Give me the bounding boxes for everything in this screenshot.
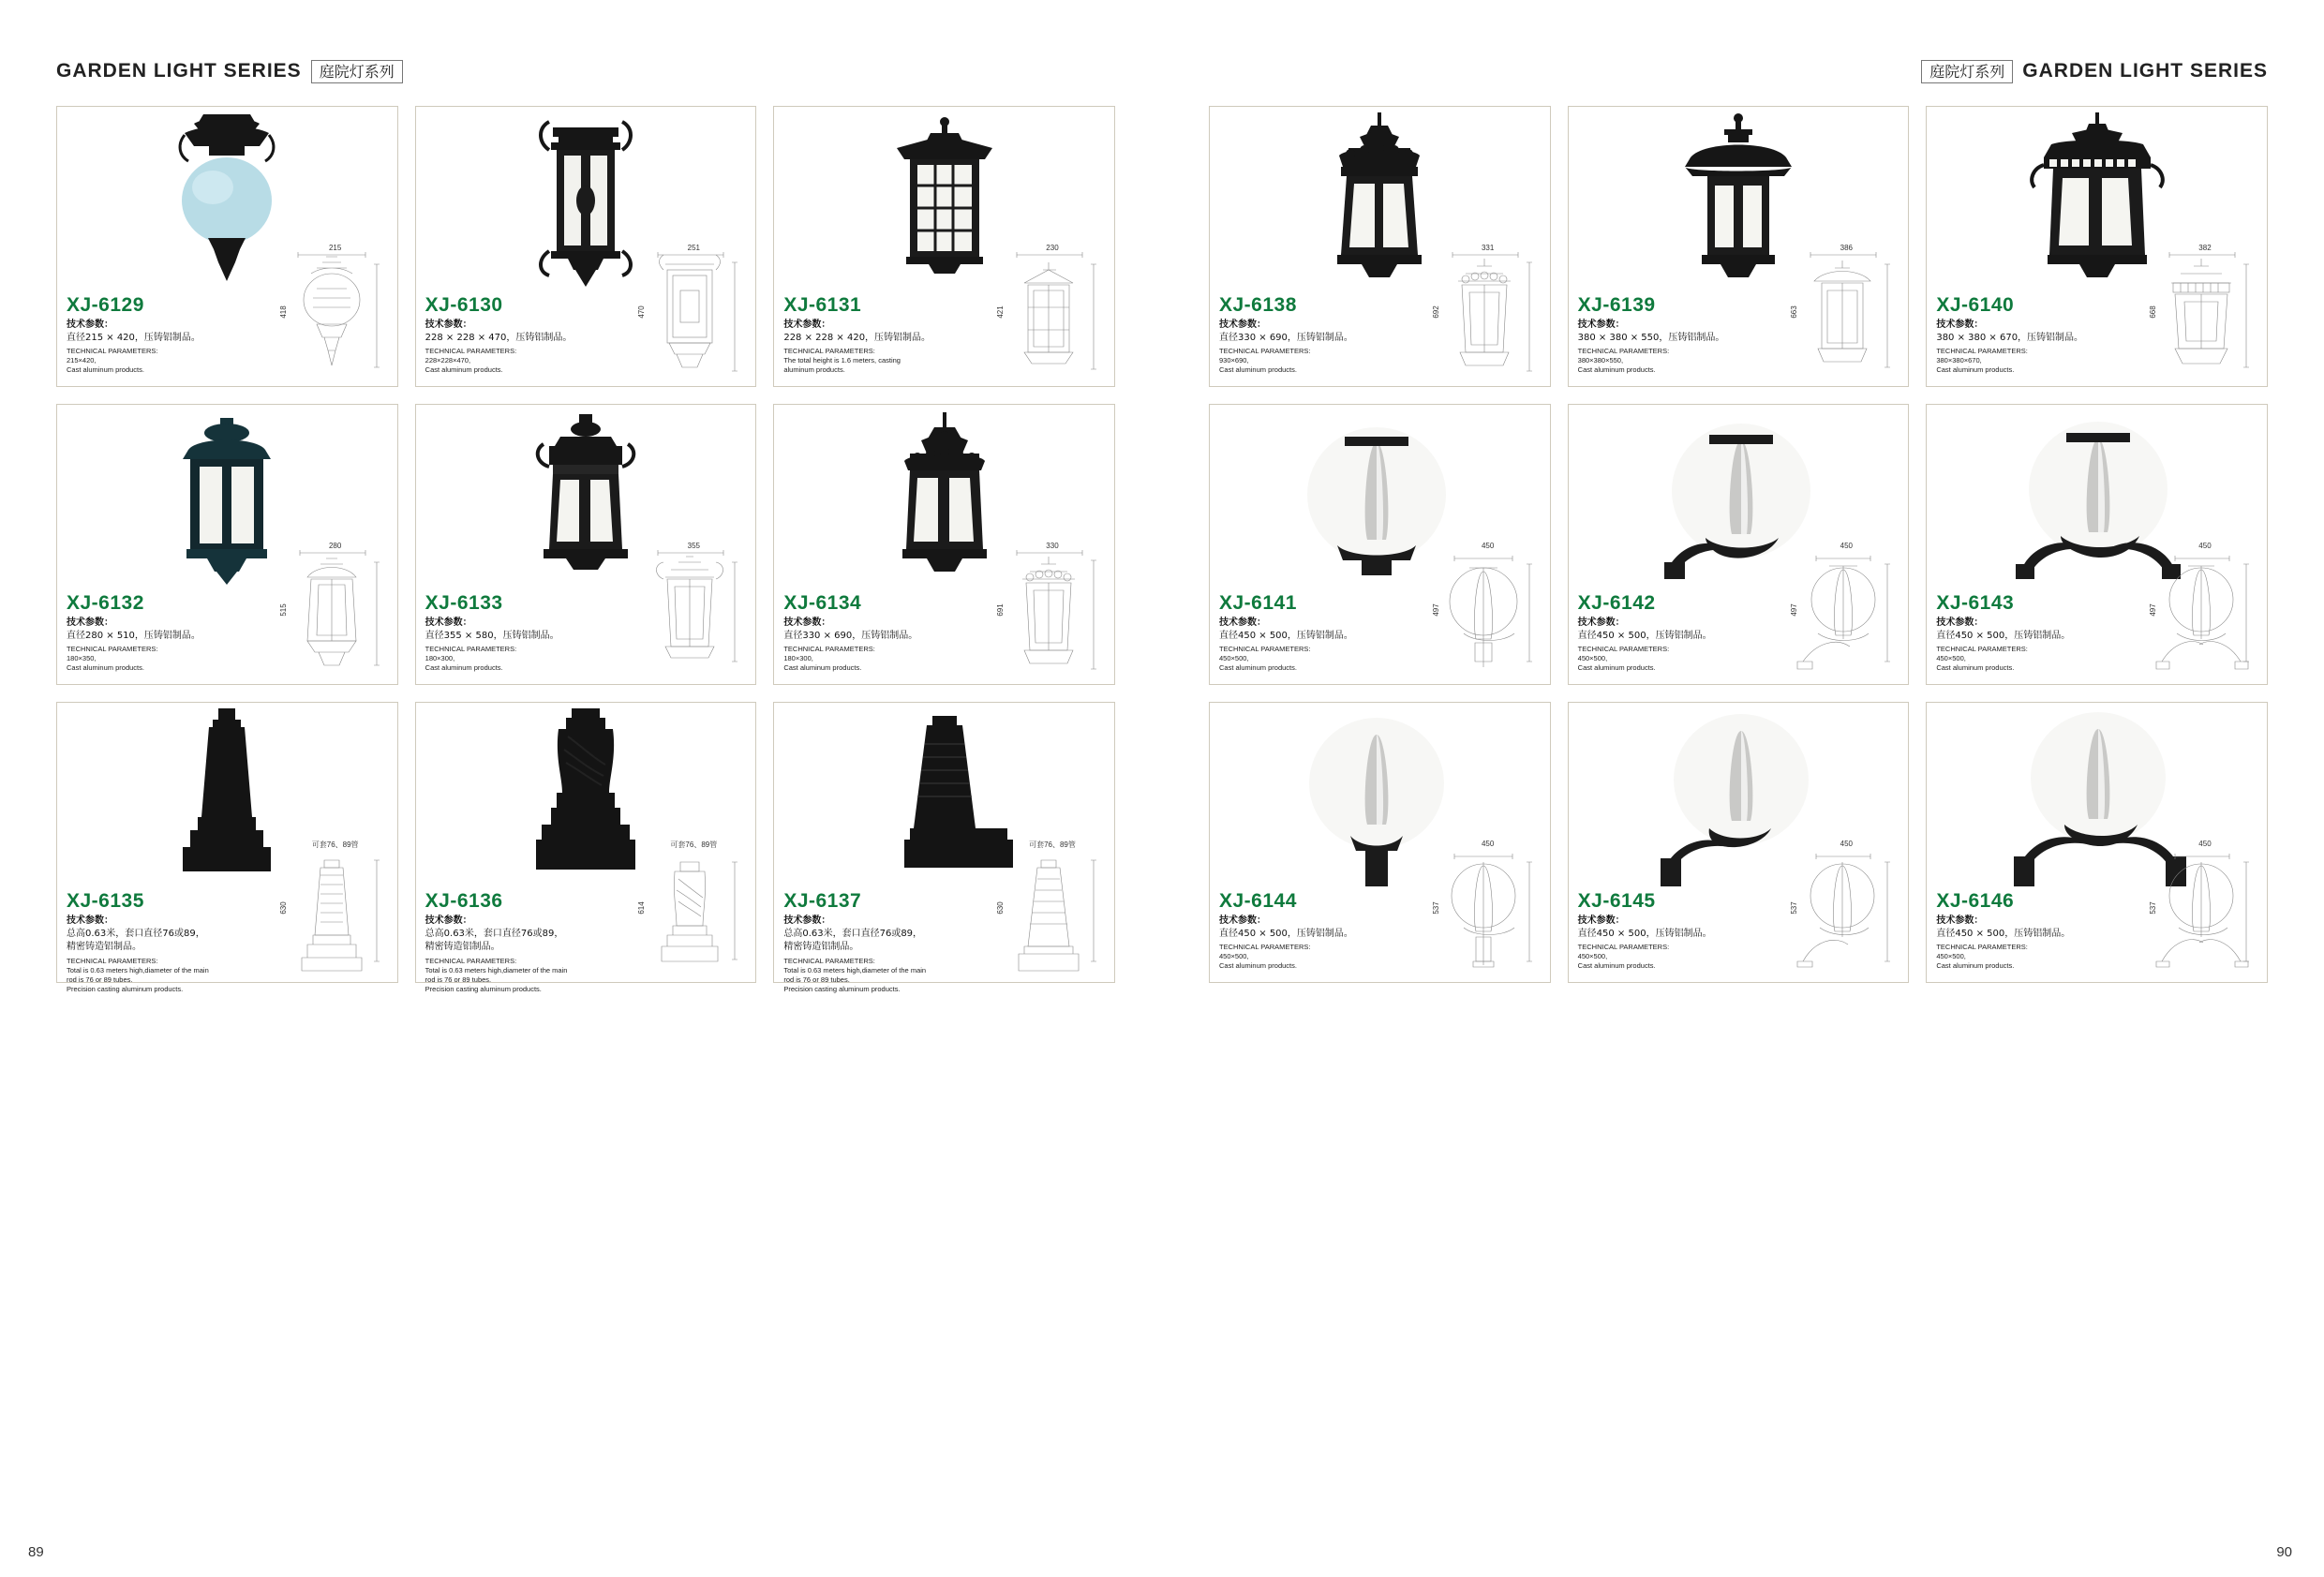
cn-label: 技术参数：: [1577, 915, 1625, 927]
cn-label: 技术参数：: [1936, 915, 1984, 927]
header-title-cn: 庭院灯系列: [311, 60, 403, 83]
cn-spec: 228 × 228 × 420，压铸铝制品。: [783, 332, 931, 343]
drawing-width-label: 355: [687, 542, 700, 550]
en-spec-2: Cast aluminum products.: [1577, 961, 1656, 971]
cn-spec: 直径450 × 500，压铸铝制品。: [1936, 630, 2071, 641]
product-card[interactable]: [1568, 404, 1910, 685]
cn-label: 技术参数：: [1936, 617, 1984, 629]
product-photo: [416, 405, 756, 588]
product-info: [416, 886, 756, 993]
drawing-width-label: 可套76、89管: [670, 841, 718, 849]
product-photo: [57, 703, 397, 886]
drawing-width-label: 可套76、89管: [1029, 841, 1076, 849]
drawing-height-label: 515: [278, 603, 288, 617]
left-page-header: [56, 52, 1115, 91]
drawing-height-label: 630: [996, 901, 1006, 915]
cn-spec: 直径450 × 500，压铸铝制品。: [1577, 630, 1712, 641]
drawing-height-label: 537: [1790, 901, 1799, 915]
product-card[interactable]: [773, 702, 1115, 993]
en-spec-2: rod is 76 or 89 tubes.: [783, 974, 850, 984]
cn-spec: 直径355 × 580，压铸铝制品。: [425, 630, 559, 641]
en-spec-2: Cast aluminum products.: [1577, 365, 1656, 375]
en-spec-1: 180×300,: [425, 654, 455, 663]
drawing-width-label: 450: [2198, 542, 2212, 550]
product-card[interactable]: [56, 702, 398, 993]
product-photo: [774, 405, 1114, 588]
en-spec-2: aluminum products.: [783, 365, 845, 375]
en-spec-1: Total is 0.63 meters high,diameter of the main: [67, 965, 209, 974]
drawing-height-label: 668: [2149, 305, 2158, 319]
drawing-width-label: 450: [1840, 840, 1853, 848]
en-label: TECHNICAL PARAMETERS:: [783, 347, 875, 356]
product-card[interactable]: [773, 404, 1115, 685]
product-card[interactable]: [1568, 106, 1910, 387]
product-info: [57, 886, 397, 993]
drawing-height-label: 614: [637, 901, 647, 915]
product-card[interactable]: [1926, 106, 2268, 387]
drawing-width-label: 251: [687, 244, 700, 252]
cn-spec-2: 精密铸造铝制品。: [67, 942, 142, 953]
right-page: [1162, 0, 2324, 1577]
product-card[interactable]: [415, 106, 757, 387]
drawing-height-label: 692: [1431, 305, 1440, 319]
drawing-width-label: 330: [1046, 542, 1059, 550]
en-spec-3: Precision casting aluminum products.: [783, 984, 901, 993]
cn-label: 技术参数：: [1936, 320, 1984, 331]
en-label: TECHNICAL PARAMETERS:: [1219, 645, 1311, 654]
en-spec-1: 450×500,: [1577, 654, 1608, 663]
product-info: [1927, 588, 2267, 684]
en-spec-1: 450×500,: [1936, 654, 1966, 663]
cn-label: 技术参数：: [425, 617, 472, 629]
en-spec-1: 180×300,: [783, 654, 813, 663]
product-model: XJ-6135: [67, 890, 144, 912]
en-spec-2: Cast aluminum products.: [425, 365, 503, 375]
header-title-en: GARDEN LIGHT SERIES: [2022, 60, 2268, 82]
product-model: XJ-6129: [67, 294, 144, 316]
cn-spec: 总高0.63米，套口直径76或89，: [67, 928, 205, 939]
drawing-height-label: 537: [1431, 901, 1440, 915]
product-model: XJ-6144: [1219, 890, 1297, 912]
product-model: XJ-6145: [1577, 890, 1656, 912]
cn-spec-2: 精密铸造铝制品。: [425, 942, 500, 953]
en-spec-1: 450×500,: [1219, 952, 1249, 961]
product-card[interactable]: [773, 106, 1115, 387]
en-spec-2: Cast aluminum products.: [1577, 663, 1656, 673]
product-photo: [1569, 405, 1909, 588]
product-info: [1569, 290, 1909, 386]
cn-spec: 直径330 × 690，压铸铝制品。: [1219, 332, 1353, 343]
product-photo: [57, 405, 397, 588]
left-product-grid: [56, 106, 1115, 993]
drawing-width-label: 331: [1481, 244, 1495, 252]
en-label: TECHNICAL PARAMETERS:: [1219, 347, 1311, 356]
product-photo: [57, 107, 397, 290]
product-model: XJ-6132: [67, 592, 144, 614]
product-info: [1927, 886, 2267, 982]
en-label: TECHNICAL PARAMETERS:: [783, 956, 875, 965]
en-label: TECHNICAL PARAMETERS:: [67, 645, 158, 654]
cn-spec: 总高0.63米，套口直径76或89，: [783, 928, 923, 939]
en-spec-1: 450×500,: [1577, 952, 1608, 961]
product-photo: [1569, 703, 1909, 886]
product-info: [57, 290, 397, 386]
en-label: TECHNICAL PARAMETERS:: [1936, 943, 2028, 952]
product-card[interactable]: [1209, 404, 1551, 685]
en-label: TECHNICAL PARAMETERS:: [1936, 347, 2028, 356]
drawing-height-label: 421: [996, 305, 1006, 319]
cn-spec: 直径450 × 500，压铸铝制品。: [1577, 928, 1712, 939]
en-label: TECHNICAL PARAMETERS:: [67, 347, 158, 356]
en-spec-2: Cast aluminum products.: [1936, 663, 2015, 673]
right-product-grid: [1209, 106, 2268, 983]
product-card[interactable]: [56, 404, 398, 685]
drawing-height-label: 537: [2149, 901, 2158, 915]
drawing-height-label: 630: [278, 901, 288, 915]
cn-label: 技术参数：: [425, 915, 472, 927]
en-spec-2: Cast aluminum products.: [1936, 961, 2015, 971]
product-photo: [416, 703, 756, 886]
product-card[interactable]: [1209, 702, 1551, 983]
product-model: XJ-6136: [425, 890, 503, 912]
en-spec-2: Cast aluminum products.: [425, 663, 503, 673]
en-spec-2: rod is 76 or 89 tubes.: [425, 974, 492, 984]
drawing-height-label: 418: [278, 305, 288, 319]
drawing-width-label: 450: [1481, 840, 1495, 848]
en-label: TECHNICAL PARAMETERS:: [1219, 943, 1311, 952]
en-spec-1: 450×500,: [1219, 654, 1249, 663]
product-model: XJ-6138: [1219, 294, 1297, 316]
product-info: [774, 886, 1114, 993]
cn-label: 技术参数：: [1577, 320, 1625, 331]
product-model: XJ-6140: [1936, 294, 2015, 316]
cn-spec: 380 × 380 × 550，压铸铝制品。: [1577, 332, 1725, 343]
product-info: [416, 588, 756, 684]
product-info: [774, 290, 1114, 386]
product-photo: [774, 107, 1114, 290]
drawing-width-label: 可套76、89管: [311, 841, 359, 849]
product-info: [416, 290, 756, 386]
drawing-width-label: 230: [1046, 244, 1059, 252]
cn-spec: 直径450 × 500，压铸铝制品。: [1219, 928, 1353, 939]
cn-spec: 直径450 × 500，压铸铝制品。: [1219, 630, 1353, 641]
drawing-width-label: 450: [1481, 542, 1495, 550]
en-spec-1: The total height is 1.6 meters, casting: [783, 356, 901, 365]
product-info: [1210, 886, 1550, 982]
product-photo: [1210, 703, 1550, 886]
en-spec-3: Precision casting aluminum products.: [67, 984, 184, 993]
product-model: XJ-6139: [1577, 294, 1656, 316]
drawing-height-label: 470: [637, 305, 647, 319]
cn-spec-2: 精密铸造铝制品。: [783, 942, 859, 953]
cn-label: 技术参数：: [783, 617, 831, 629]
page-number: 90: [2276, 1544, 2292, 1560]
en-spec-2: Cast aluminum products.: [1936, 365, 2015, 375]
page-number: 89: [28, 1544, 44, 1560]
product-info: [1927, 290, 2267, 386]
product-model: XJ-6146: [1936, 890, 2015, 912]
product-photo: [416, 107, 756, 290]
product-card[interactable]: [1926, 702, 2268, 983]
en-spec-2: Cast aluminum products.: [1219, 961, 1297, 971]
en-label: TECHNICAL PARAMETERS:: [1936, 645, 2028, 654]
product-card[interactable]: [415, 702, 757, 993]
cn-spec: 380 × 380 × 670，压铸铝制品。: [1936, 332, 2084, 343]
en-label: TECHNICAL PARAMETERS:: [1577, 347, 1670, 356]
en-label: TECHNICAL PARAMETERS:: [425, 645, 517, 654]
cn-label: 技术参数：: [1219, 320, 1266, 331]
cn-spec: 228 × 228 × 470，压铸铝制品。: [425, 332, 573, 343]
product-model: XJ-6131: [783, 294, 862, 316]
en-label: TECHNICAL PARAMETERS:: [783, 645, 875, 654]
drawing-height-label: 663: [1790, 305, 1799, 319]
product-photo: [774, 703, 1114, 886]
cn-label: 技术参数：: [67, 320, 113, 331]
cn-label: 技术参数：: [67, 915, 113, 927]
product-info: [1210, 588, 1550, 684]
cn-label: 技术参数：: [1219, 915, 1266, 927]
product-model: XJ-6130: [425, 294, 503, 316]
cn-label: 技术参数：: [783, 915, 831, 927]
drawing-height-label: 497: [1790, 603, 1799, 617]
drawing-width-label: 450: [2198, 840, 2212, 848]
product-model: XJ-6133: [425, 592, 503, 614]
en-label: TECHNICAL PARAMETERS:: [425, 956, 517, 965]
en-label: TECHNICAL PARAMETERS:: [67, 956, 158, 965]
product-model: XJ-6141: [1219, 592, 1297, 614]
cn-label: 技术参数：: [1577, 617, 1625, 629]
product-photo: [1210, 107, 1550, 290]
right-page-header: [1209, 52, 2268, 91]
en-label: TECHNICAL PARAMETERS:: [425, 347, 517, 356]
en-spec-2: Cast aluminum products.: [67, 365, 144, 375]
en-spec-1: 930×690,: [1219, 356, 1249, 365]
en-spec-1: 450×500,: [1936, 952, 1966, 961]
header-title-en: GARDEN LIGHT SERIES: [56, 60, 302, 82]
en-spec-1: Total is 0.63 meters high,diameter of the main: [783, 965, 927, 974]
product-photo: [1210, 405, 1550, 588]
product-card[interactable]: [415, 404, 757, 685]
en-spec-2: Cast aluminum products.: [67, 663, 144, 673]
drawing-height-label: 691: [996, 603, 1006, 617]
en-spec-1: 215×420,: [67, 356, 97, 365]
product-card[interactable]: [56, 106, 398, 387]
drawing-height-label: 497: [1431, 603, 1440, 617]
product-photo: [1569, 107, 1909, 290]
cn-label: 技术参数：: [67, 617, 113, 629]
en-spec-1: 228×228×470,: [425, 356, 471, 365]
en-spec-3: Precision casting aluminum products.: [425, 984, 542, 993]
product-model: XJ-6142: [1577, 592, 1656, 614]
product-photo: [1927, 405, 2267, 588]
product-photo: [1927, 703, 2267, 886]
header-title-cn: 庭院灯系列: [1921, 60, 2013, 83]
drawing-height-label: 497: [2149, 603, 2158, 617]
cn-spec: 直径330 × 690，压铸铝制品。: [783, 630, 918, 641]
drawing-width-label: 450: [1840, 542, 1853, 550]
product-info: [774, 588, 1114, 684]
product-card[interactable]: [1568, 702, 1910, 983]
en-spec-2: Cast aluminum products.: [783, 663, 862, 673]
cn-spec: 总高0.63米，套口直径76或89，: [425, 928, 564, 939]
en-spec-1: Total is 0.63 meters high,diameter of the main: [425, 965, 568, 974]
en-spec-1: 180×350,: [67, 654, 97, 663]
product-photo: [1927, 107, 2267, 290]
cn-spec: 直径450 × 500，压铸铝制品。: [1936, 928, 2071, 939]
cn-label: 技术参数：: [425, 320, 472, 331]
product-info: [1569, 588, 1909, 684]
en-spec-1: 380×380×550,: [1577, 356, 1624, 365]
drawing-width-label: 386: [1840, 244, 1853, 252]
product-info: [1569, 886, 1909, 982]
en-label: TECHNICAL PARAMETERS:: [1577, 645, 1670, 654]
product-model: XJ-6137: [783, 890, 862, 912]
product-card[interactable]: [1926, 404, 2268, 685]
drawing-width-label: 280: [328, 542, 342, 550]
product-model: XJ-6143: [1936, 592, 2015, 614]
en-spec-2: Cast aluminum products.: [1219, 663, 1297, 673]
cn-label: 技术参数：: [1219, 617, 1266, 629]
cn-spec: 直径280 × 510，压铸铝制品。: [67, 630, 201, 641]
cn-label: 技术参数：: [783, 320, 831, 331]
product-card[interactable]: [1209, 106, 1551, 387]
product-info: [57, 588, 397, 684]
product-model: XJ-6134: [783, 592, 862, 614]
drawing-width-label: 382: [2198, 244, 2212, 252]
en-label: TECHNICAL PARAMETERS:: [1577, 943, 1670, 952]
en-spec-1: 380×380×670,: [1936, 356, 1982, 365]
en-spec-2: Cast aluminum products.: [1219, 365, 1297, 375]
en-spec-2: rod is 76 or 89 tubes.: [67, 974, 133, 984]
product-info: [1210, 290, 1550, 386]
cn-spec: 直径215 × 420，压铸铝制品。: [67, 332, 201, 343]
drawing-width-label: 215: [328, 244, 342, 252]
